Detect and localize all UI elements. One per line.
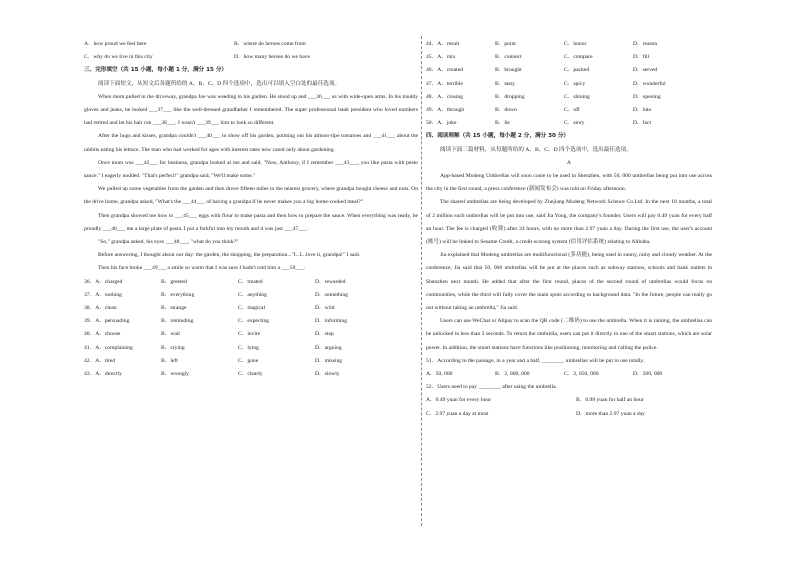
question-options-46 (426, 64, 712, 77)
section-heading-cloze: 三、完形填空（共 15 小题，每小题 1 分，满分 15 分） (84, 67, 228, 74)
passage-label: A (566, 159, 572, 166)
passage-paragraph: Users can use WeChat or Alipay to scan the QR code (二维码) to use the umbrella. When it is raining, the umbrellas can be unlocked in less than 3 seconds. To return the umbrella, users can put it directly in one of the smart stations, which are solar power. In addition, the smart stations have functions like positioning, monitoring and calling the police. (426, 318, 712, 351)
option: 40．A．choose (84, 331, 121, 338)
option: A．0.49 yuan for every hour (426, 397, 492, 404)
option: 42．A．tired (84, 357, 116, 364)
passage-paragraph: When mom pulled in the driveway, grandpa Joe was weeding in his garden. He stood up and ___36___ us with wide-open arms. In his muddy gloves and jeans, he looked ___37___ like the well-dressed grandfather I remembered. The super professional bank president who loved numbers had retired and let his hair run ___38___. I wasn't ___39___ him to look so different. (84, 93, 418, 127)
option: C．magical (238, 305, 266, 311)
option: B．reminding (161, 318, 194, 325)
option: B．dropping (495, 93, 525, 100)
option: B．down (495, 106, 517, 113)
option: 39．A．persuading (84, 318, 130, 325)
passage-paragraph: We pulled up some vegetables from the garden and then drove fifteen miles to the nearest grocery, where grandpa bought cheese and nuts. On the drive home, grandpa asked, "What's the ___44___ of having a grandpa if he never makes you a big home-cooked meal?" (84, 186, 418, 206)
option: D．stop (315, 331, 334, 338)
question-options-51 (426, 368, 712, 381)
option: B．0.98 yuan for half an hour (576, 397, 644, 404)
option: D．reason (633, 41, 658, 47)
option: 46．A．created (426, 67, 463, 74)
question-options-41 (84, 342, 418, 355)
question-options-37 (84, 289, 418, 302)
option: C．why do we live in this city (84, 54, 153, 61)
question-options-49 (426, 104, 712, 117)
question-options-38 (84, 302, 418, 315)
question-options-52-row-1 (426, 394, 712, 407)
option: C．spicy (564, 80, 586, 87)
option: B．connect (495, 54, 522, 61)
option: D．slowly (315, 370, 340, 377)
question-options-47 (426, 78, 712, 91)
option: C．packed (564, 67, 590, 74)
option: B．everything (161, 291, 195, 298)
question-options-39 (84, 315, 418, 328)
option: D．wonderful (633, 80, 666, 87)
option: B．lie (495, 120, 510, 127)
question-options-40 (84, 328, 418, 341)
option: B．2, 000, 000 (495, 370, 530, 377)
option: D．arguing (315, 344, 342, 351)
option: 44．A．result (426, 41, 460, 47)
passage-paragraph: After the hugs and kisses, grandpa couldn't ___40___ to show off his garden, pointing out his almost-ripe tomatoes and ___41___ about the rabbits eating his lettuce. The man who had worked for ages with interest rates now cared only about gardening. (84, 133, 418, 153)
option: A．50, 000 (426, 370, 453, 377)
passage-paragraph: App-based Modeng Umbrellas will soon come to be used in Shenzhen, with 50, 000 umbrellas being put into use across the city in the first round, a press conference (新闻发布会) was told on Friday afternoon. (426, 172, 712, 193)
question-52: 52．Users need to pay ________ after using the umbrella. (426, 384, 557, 391)
passage-paragraph: Jia explained that Modeng umbrellas are multifunctional (多功能), being used in sunny, rainy and cloudy weather. At the conference, Jia said that 50, 000 umbrellas will be put at the places such as subway stations, schools and bank outlets in Shenzhen next month. He added that after the first round, places of the second round of umbrellas would focus on communities, while the third will fully cover the main spots according to background data. "In the future, people can really go out without taking an umbrella," Jia said. (426, 252, 712, 311)
option: D．fact (633, 120, 652, 127)
passage-paragraph: Then grandpa showed me how to ___45___ eggs with flour to make pasta and then how to prepare the sauce. When everything was ready, he proudly ___46___ me a large plate of pasta. I put a forkful into my mouth and it was just ___47___. (84, 212, 418, 232)
option: D．200, 000 (633, 370, 663, 377)
question-options-48 (426, 91, 712, 104)
option: C．honor (564, 41, 587, 47)
option: 38．A．clean (84, 305, 117, 311)
passage-paragraph: Then his face broke ___49___ a smile so warm that I was sure I hadn't told him a ___50___. (98, 265, 306, 272)
passage-paragraph: "So," grandpa asked, his eyes ___48___, "what do you think?" (98, 239, 239, 246)
option: D．fill (633, 54, 650, 61)
option: 47．A．terrible (426, 80, 463, 87)
option: D．served (633, 67, 658, 74)
option: B．brought (495, 67, 522, 74)
option: B．point (495, 41, 516, 47)
option: D．opening (633, 93, 661, 100)
option: B．wrongly (161, 370, 189, 377)
option: B．where do heroes come from (234, 41, 306, 47)
option: C．2, 050, 000 (564, 370, 599, 377)
passage-paragraph: Once mom was ___42___ for business, grandpa looked at me and said, "Now, Anthony, if I remember ___43___, you like pasta with pesto sauce." I eagerly nodded. "That's perfect!" grandpa said, "We'll make some." (84, 159, 418, 179)
option: C．off (564, 106, 580, 113)
option: B．greeted (161, 278, 187, 285)
option: 45．A．mix (426, 54, 456, 61)
question-51: 51．According to the passage, in a year and a half, ________ umbrellas will be put in use totally. (426, 357, 645, 364)
question-options-43 (84, 368, 418, 381)
option: 50．A．joke (426, 120, 457, 127)
option: 41．A．complaining (84, 344, 133, 351)
option: C．expecting (238, 318, 270, 325)
option: 48．A．closing (426, 93, 463, 100)
option: A．how proud we feel here (84, 41, 147, 47)
option: D．into (633, 106, 652, 113)
option: C．invite (238, 331, 261, 338)
section-instruction: 阅读下面短文，从短文后各题所给的 A、B、C、D 四个选项中，选出可以填入空白处的最佳选项。 (98, 80, 341, 87)
option: D．how many heroes do we have (234, 54, 310, 61)
option: D．more than 2.97 yuan a day (576, 410, 645, 417)
question-options-52-row-2 (426, 408, 712, 421)
option: B．tasty (495, 80, 515, 87)
question-options-45 (426, 51, 712, 64)
option: B．left (161, 357, 178, 364)
option: D．informing (315, 318, 348, 325)
right-column (426, 38, 712, 421)
section-heading-reading: 四、阅读理解（共 15 小题，每小题 2 分，满分 30 分） (426, 133, 570, 140)
question-options-42 (84, 355, 418, 368)
passage-paragraph: Before answering, I thought about our day: the garden, the shopping, the preparation..."I...I...love it, grandpa!" I said. (98, 252, 361, 259)
section-instruction: 阅读下面三篇材料，从每题所给的 A、B、C、D 四个选项中，选出最佳选项。 (440, 146, 632, 153)
option: D．missing (315, 357, 343, 364)
option: D．wild (315, 305, 335, 311)
option: D．something (315, 291, 348, 298)
option: 49．A．through (426, 106, 465, 113)
question-options-50 (426, 117, 712, 130)
option: C．clearly (238, 370, 263, 377)
option: C．2.97 yuan a day at most (426, 410, 489, 417)
option: C．shining (564, 93, 590, 100)
option: B．wait (161, 331, 180, 338)
column-divider (421, 36, 422, 526)
passage-paragraph: The shared umbrellas are being developed by Zhejiang Modeng Network Science Co.Ltd. In the next 18 months, a total of 2 million such umbrellas will be put into use, said Jia Yong, the company's founder. Users will pay 0.49 yuan for every half an hour. The fee is charged (收费) after 24 hours, with no more than 2.97 yuan a day. During the first use, the user's account (账号) will be linked to Sesame Credit, a credit-scoring system (信用评估系统) relating to Alibaba. (426, 199, 712, 245)
option: C．treated (238, 278, 263, 285)
option: C．story (564, 120, 585, 127)
option: C．lying (238, 344, 259, 351)
option: 36．A．charged (84, 278, 123, 285)
option: 37．A．nothing (84, 291, 122, 298)
option: C．anything (238, 291, 267, 298)
option: C．gone (238, 357, 259, 364)
question-options-44 (426, 38, 712, 51)
left-column (84, 38, 418, 381)
option: B．strange (161, 305, 187, 311)
option: 43．A．directly (84, 370, 122, 377)
top-options-row-2 (84, 51, 418, 64)
option: B．crying (161, 344, 185, 351)
option: D．rewarded (315, 278, 346, 285)
option: C．compare (564, 54, 593, 61)
question-options-36 (84, 276, 418, 289)
top-options-row-1 (84, 38, 418, 51)
